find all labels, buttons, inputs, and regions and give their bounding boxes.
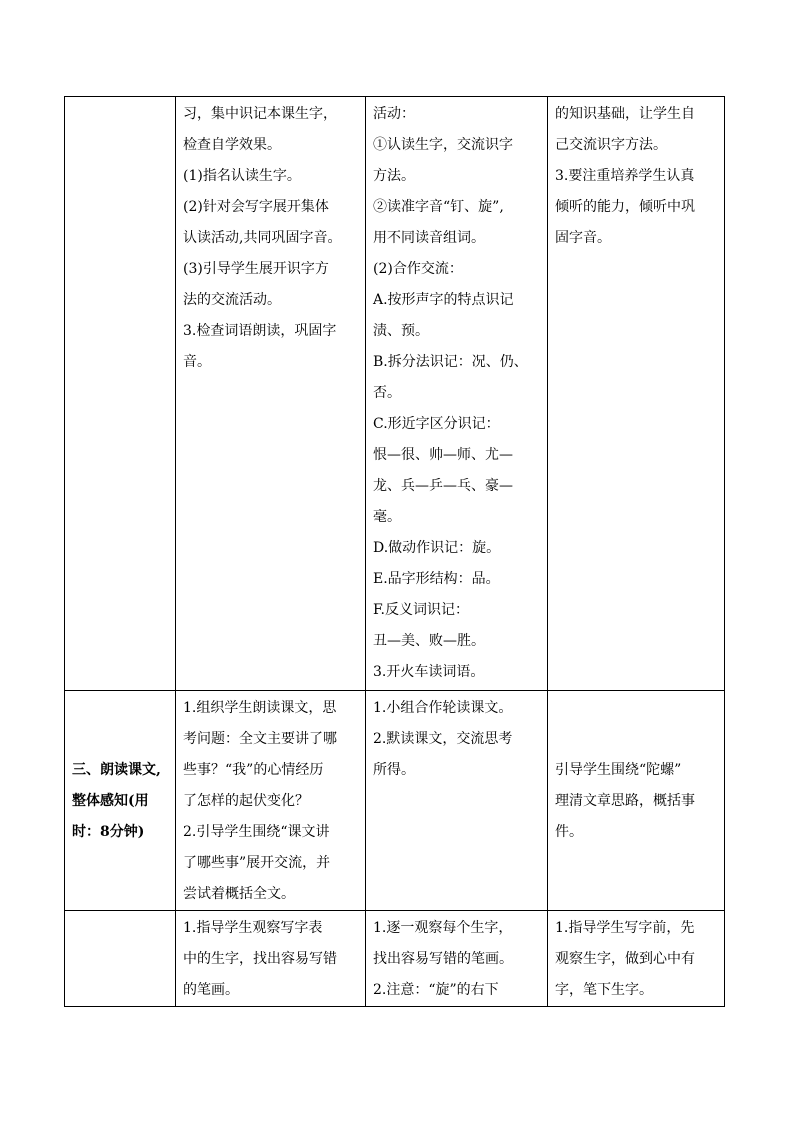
text-line: 否。 — [373, 385, 401, 401]
text-line: 2.默读课文，交流思考 — [373, 731, 513, 747]
text-line: 些事？“我”的心情经历 — [183, 762, 324, 778]
text-line: 丑—美、败—胜。 — [373, 633, 485, 649]
student-activity-cell — [366, 911, 548, 1007]
text-line: 2.注意：“旋”的右下 — [373, 982, 499, 998]
text-line: 倾听的能力，倾听中巩 — [555, 199, 695, 215]
text-line: 字，笔下生字。 — [555, 982, 653, 998]
design-intent-cell — [548, 97, 725, 691]
text-line: 2.引导学生围绕“课文讲 — [183, 824, 330, 840]
stage-cell — [65, 691, 176, 911]
teacher-activity-cell — [176, 911, 366, 1007]
text-line: 恨—很、帅—师、尤— — [373, 447, 513, 463]
text-line: 活动： — [373, 106, 415, 122]
text-line: ①认读生字，交流识字 — [373, 137, 513, 153]
text-line: 方法。 — [373, 168, 415, 184]
text-line: 检查自学效果。 — [183, 137, 281, 153]
stage-cell — [65, 97, 176, 691]
text-line: 1.组织学生朗读课文，思 — [183, 700, 337, 716]
text-line: 1.指导学生写字前，先 — [555, 920, 695, 936]
text-line: 习，集中识记本课生字， — [183, 106, 337, 122]
text-line: 认读活动,共同巩固字音。 — [183, 230, 342, 246]
text-line: 了哪些事”展开交流，并 — [183, 855, 331, 871]
text-line: A.按形声字的特点识记 — [373, 292, 514, 308]
text-line: 中的生字，找出容易写错 — [183, 951, 337, 967]
stage-cell — [65, 911, 176, 1007]
text-line: 己交流识字方法。 — [555, 137, 667, 153]
text-line: 3.开火车读词语。 — [373, 664, 485, 680]
text-line: 3.要注重培养学生认真 — [555, 168, 695, 184]
text-line: E.品字形结构：品。 — [373, 571, 500, 587]
teacher-activity-cell — [176, 97, 366, 691]
text-line: 毫。 — [373, 509, 401, 525]
teacher-activity-cell — [176, 691, 366, 911]
text-line: 找出容易写错的笔画。 — [373, 951, 513, 967]
text-line: B.拆分法识记：况、仍、 — [373, 354, 528, 370]
text-line: 考问题：全文主要讲了哪 — [183, 731, 337, 747]
text-line: 龙、兵—乒—乓、豪— — [373, 478, 513, 494]
text-line: 法的交流活动。 — [183, 292, 281, 308]
text-line: 尝试着概括全文。 — [183, 886, 295, 902]
text-line: 引导学生围绕“陀螺” — [555, 762, 682, 778]
text-line: 渍、预。 — [373, 323, 429, 339]
text-line: 用不同读音组词。 — [373, 230, 485, 246]
text-line: ②读准字音“钉、旋”, — [373, 199, 504, 215]
student-activity-cell — [366, 97, 548, 691]
text-line: F.反义词识记： — [373, 602, 469, 618]
table-row — [65, 691, 725, 911]
design-intent-cell — [548, 691, 725, 911]
text-line: 固字音。 — [555, 230, 611, 246]
text-line: 的知识基础，让学生自 — [555, 106, 695, 122]
text-line: 理清文章思路，概括事 — [555, 793, 695, 809]
text-line: (2)针对会写字展开集体 — [183, 199, 329, 215]
text-line: (2)合作交流： — [373, 261, 463, 277]
text-line: 音。 — [183, 354, 211, 370]
text-line: C.形近字区分识记： — [373, 416, 500, 432]
text-line: 了怎样的起伏变化？ — [183, 793, 309, 809]
text-line: 的笔画。 — [183, 982, 239, 998]
text-line: 1.小组合作轮读课文。 — [373, 700, 513, 716]
student-activity-cell — [366, 691, 548, 911]
table-row — [65, 97, 725, 691]
stage-title: 整体感知(用 — [72, 793, 149, 809]
lesson-plan-table — [64, 96, 725, 1007]
text-line: 3.检查词语朗读，巩固字 — [183, 323, 337, 339]
text-line: 所得。 — [373, 762, 415, 778]
stage-title: 时：8分钟) — [72, 824, 145, 840]
text-line: 1.逐一观察每个生字， — [373, 920, 513, 936]
table-row — [65, 911, 725, 1007]
text-line: 1.指导学生观察写字表 — [183, 920, 323, 936]
text-line: D.做动作识记：旋。 — [373, 540, 501, 556]
text-line: (3)引导学生展开识字方 — [183, 261, 329, 277]
text-line: (1)指名认读生字。 — [183, 168, 301, 184]
stage-title: 三、朗读课文, — [72, 762, 161, 778]
design-intent-cell — [548, 911, 725, 1007]
text-line: 观察生字，做到心中有 — [555, 951, 695, 967]
text-line: 件。 — [555, 824, 583, 840]
